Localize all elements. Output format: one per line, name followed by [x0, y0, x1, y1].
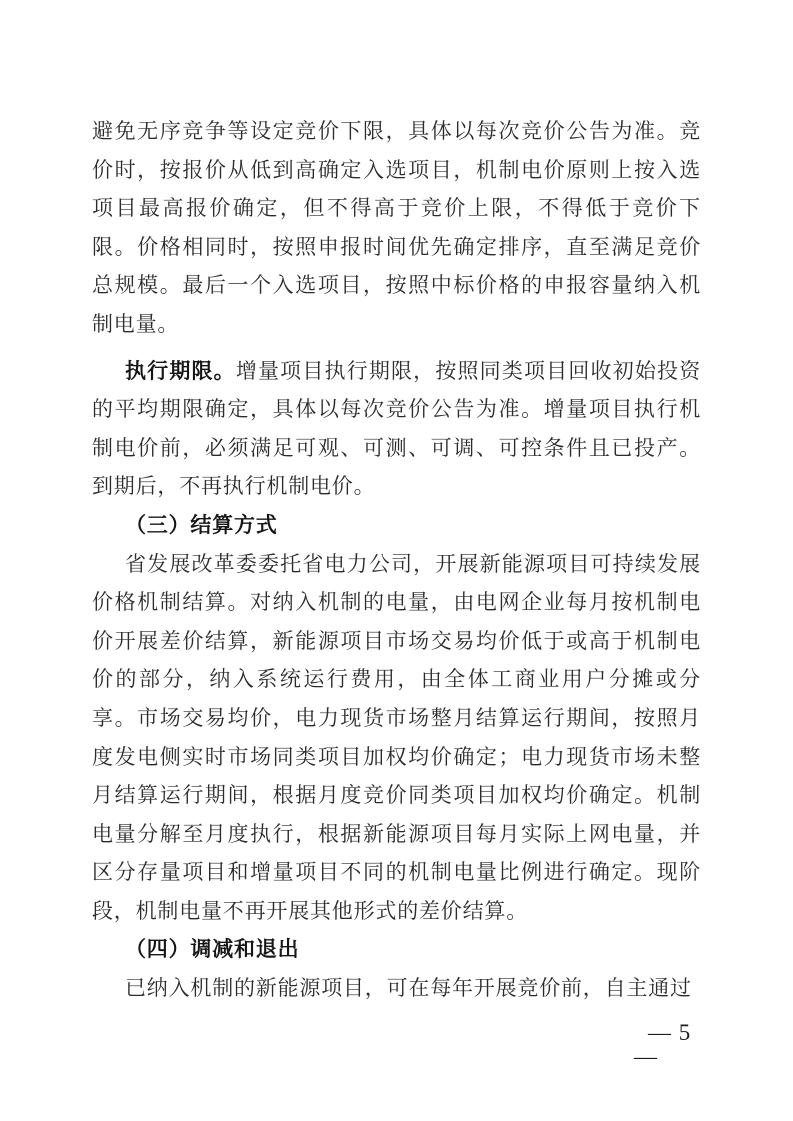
paragraph-reduction-exit — [92, 969, 701, 1008]
page-number-line1: — 5 — [648, 1020, 692, 1045]
section-heading-settlement: （三）结算方式 — [125, 512, 278, 537]
paragraph-text: 省发展改革委委托省电力公司，开展新能源项目可持续发展价格机制结算。对纳入机制的电量，由电网企业每月按机制电价开展差价结算，新能源项目市场交易均价低于或高于机制电价的部分，纳入系统运行费用，由全体工商业用户分摊或分享。市场交易均价，电力现货市场整月结算运行期间，按照月度发电侧实时市场同类项目加权均价确定；电力现货市场未整月结算运行期间，根据月度竞价同类项目加权均价确定。机制电量分解至月度执行，根据新能源项目每月实际上网电量，并区分存量项目和增量项目不同的机制电量比例进行确定。现阶段，机制电量不再开展其他形式的差价结算。 — [92, 551, 701, 923]
paragraph-lead-bold: 执行期限。 — [125, 358, 236, 383]
document-body — [92, 112, 701, 1008]
paragraph-text: 已纳入机制的新能源项目，可在每年开展竞价前，自主通过 — [125, 976, 692, 1001]
paragraph-execution-period — [92, 352, 701, 506]
paragraph-bidding-rules — [92, 112, 701, 344]
paragraph-text: 增量项目执行期限，按照同类项目回收初始投资的平均期限确定，具体以每次竞价公告为准。增量项目执行机制电价前，必须满足可观、可测、可调、可控条件且已投产。到期后，不再执行机制电价。 — [92, 358, 701, 499]
paragraph-settlement-method — [92, 545, 701, 931]
page-number-line2: — — [634, 1044, 657, 1069]
paragraph-text: 避免无序竞争等设定竞价下限，具体以每次竞价公告为准。竞价时，按报价从低到高确定入选项目，机制电价原则上按入选项目最高报价确定，但不得高于竞价上限，不得低于竞价下限。价格相同时，按照申报时间优先确定排序，直至满足竞价总规模。最后一个入选项目，按照中标价格的申报容量纳入机制电量。 — [92, 119, 701, 336]
section-heading-reduction-exit: （四）调减和退出 — [125, 937, 300, 962]
